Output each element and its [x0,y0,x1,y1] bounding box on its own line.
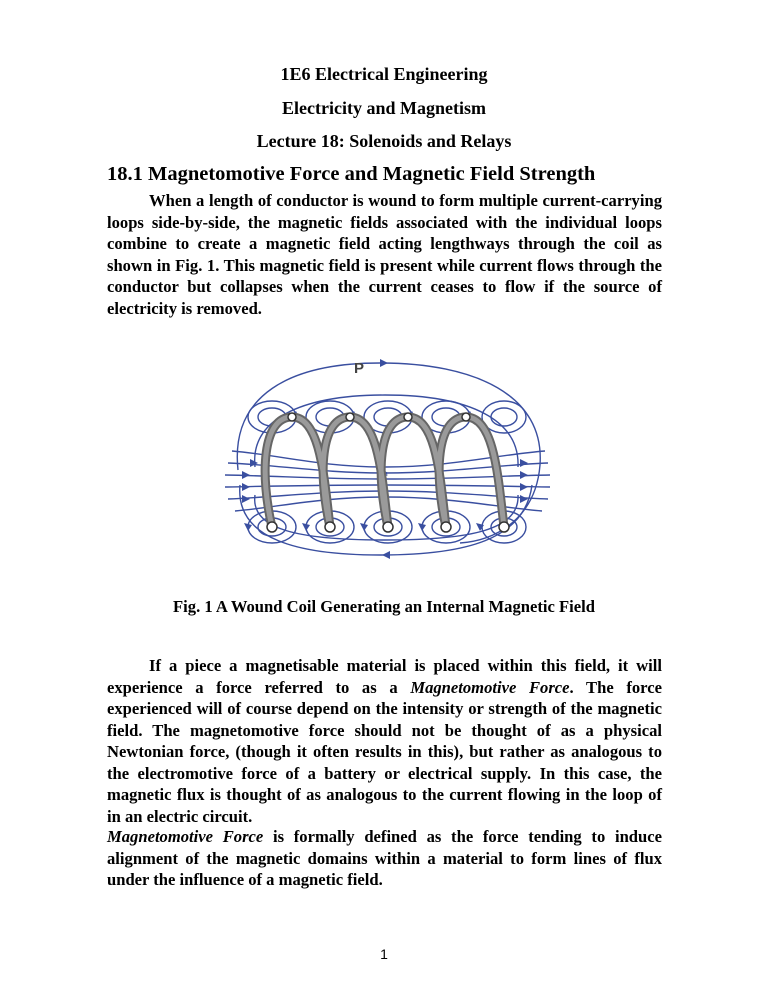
paragraph-definition [107,826,662,891]
paragraph-text: If a piece a magnetisable material is placed within this field, it will experience a force referred to as a [107,656,662,697]
paragraph-magnetomotive [107,655,662,827]
point-p-label: P [354,360,365,377]
term-magnetomotive-force: Magnetomotive Force [107,827,264,846]
page-number: 1 [380,946,388,962]
section-heading: 18.1 Magnetomotive Force and Magnetic Field Strength [107,163,596,185]
paragraph-intro: When a length of conductor is wound to form multiple current-carrying loops side-by-side, the magnetic fields associated with the individual loops combine to create a magnetic field acting lengthways through the coil as shown in Fig. 1. This magnetic field is present while current flows through the conductor but collapses when the current ceases to flow if the source of electricity is removed. [107,191,662,318]
solenoid-figure [220,355,552,560]
paragraph-text: . The force experienced will of course depend on the intensity or strength of the magnetic field. The magnetomotive force should not be thought of as a physical Newtonian force, (though it often results in this), but rather as analogous to the electromotive force of a battery or electrical supply. In this case, the magnetic flux is thought of as analogous to the current flowing in the loop of in an electric circuit. [107,677,662,826]
course-title: 1E6 Electrical Engineering [280,64,488,84]
figure-caption: Fig. 1 A Wound Coil Generating an Internal Magnetic Field [173,597,595,616]
solenoid-field-diagram [220,355,552,560]
term-magnetomotive-force: Magnetomotive Force [410,677,570,697]
topic-title: Electricity and Magnetism [282,98,486,118]
lecture-title: Lecture 18: Solenoids and Relays [256,131,512,151]
paragraph-text: is formally defined as the force tending to induce alignment of the magnetic domains within a material to form lines of flux under the influence of a magnetic field. [107,827,662,889]
